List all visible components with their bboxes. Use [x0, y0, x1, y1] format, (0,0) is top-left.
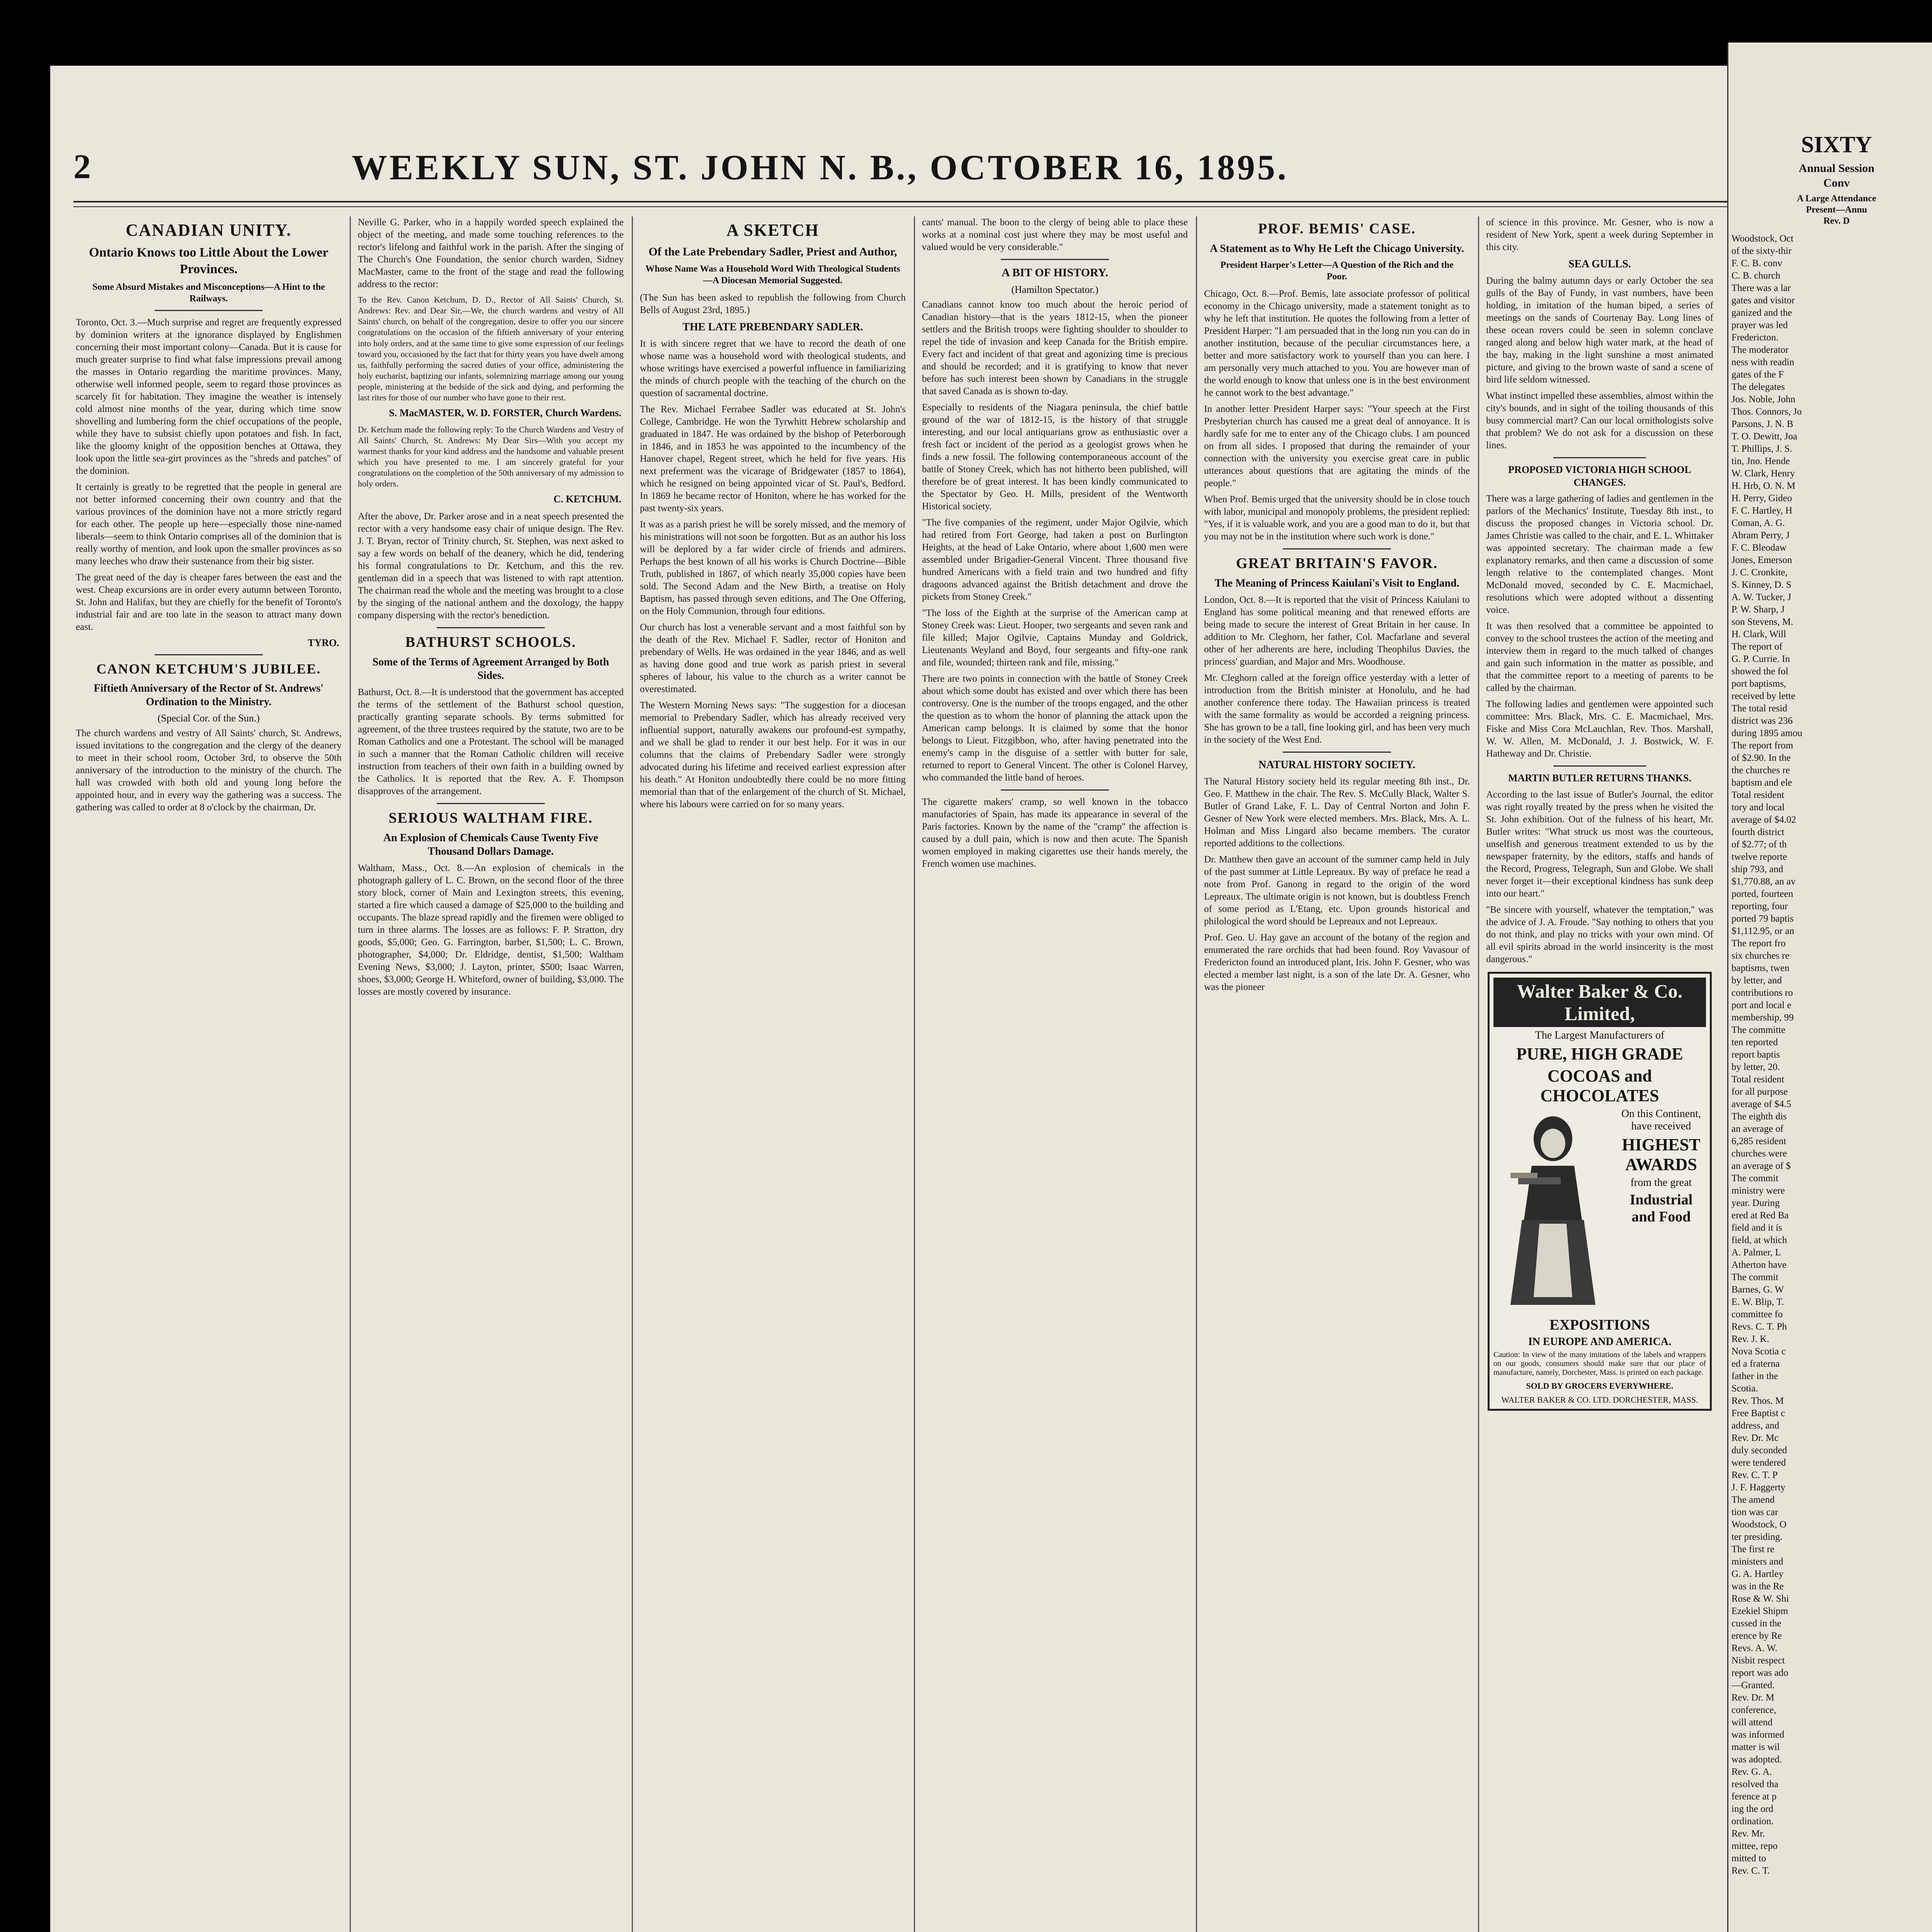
adjacent-text-line: The delegates [1731, 382, 1785, 392]
adjacent-text-line: tory and local [1731, 802, 1785, 813]
adjacent-text-line: report baptis [1731, 1049, 1780, 1060]
adjacent-text-line: The report of [1731, 641, 1782, 652]
adjacent-text-line: Coman, A. G. [1731, 518, 1785, 528]
divider [437, 627, 545, 628]
ad-footer: WALTER BAKER & CO. LTD. DORCHESTER, MASS. [1501, 1395, 1698, 1405]
adjacent-text-line: 6,285 resident [1731, 1136, 1786, 1146]
adjacent-text-line: tin, Jno. Hende [1731, 456, 1790, 466]
deck-a-sketch: Whose Name Was a Household Word With Theological Students—A Diocesan Memorial Suggested. [645, 264, 900, 286]
article-paragraph: Prof. Geo. U. Hay gave an account of the botany of the region and enumerated the rare orchids that had been found. Roy Vavasour of Fredericton found an introduced plant, Iris. John F. Gesner, who was elected a member last night, is a son of the late Dr. A. Gesner, who was the pioneer [1204, 932, 1470, 992]
adjacent-text-line: gates of the F [1731, 369, 1784, 380]
reply-text: Dr. Ketchum made the following reply: To the Church Wardens and Vestry of All Saints' Church, St. Andrews: My Dear Sirs—With you accept my warmest thanks for your kind address and the handsome and valuable present which you have presented to me. I am sincerely grateful for your congratulations on the completion of the 50th anniversary of my admission to holy orders. [358, 424, 624, 489]
adjacent-text-line: The report from [1731, 740, 1793, 751]
adjacent-text-line: H. Perry, Gideo [1731, 493, 1792, 503]
dateline: (Special Cor. of the Sun.) [157, 713, 260, 724]
subhead-waltham-fire: An Explosion of Chemicals Cause Twenty Five Thousand Dollars Damage. [383, 832, 598, 857]
article-paragraph: During the balmy autumn days or early October the sea gulls of the Bay of Fundy, in vast numbers, have been holding, in imitation of the human biped, a series of meetings on the sands of Courtenay Bay. Long lines of these ocean rovers could be seen in solemn conclave ranged along and below high water mark, at the head of the bay, making in the light sunshine a most animated picture, and giving to the brown waste of sand a scene of bird life seldom witnessed. [1486, 276, 1713, 385]
column-4 [920, 216, 1190, 1932]
article-paragraph: There was a large gathering of ladies and gentlemen in the parlors of the Mechanics' Institute, Tuesday 8th inst., to discuss the proposed changes in Victoria school. Dr. James Christie was called to the chair, and E. L. Whittaker was appointed secretary. The chairman made a few explanatory remarks, and then came a discussion of some length relative to the contemplated changes. Mont McDonald moved, seconded by C. E. Macmichael, resolutions which were adopted without a dissenting voice. [1486, 493, 1713, 615]
adjacent-text-line: of $2.77; of th [1731, 839, 1787, 850]
adjacent-text-line: of the sixty-thir [1731, 246, 1792, 256]
adjacent-text-line: was informed [1731, 1730, 1784, 1740]
column-6 [1484, 216, 1716, 1932]
adjacent-text-line: Revs. C. T. Ph [1731, 1321, 1787, 1332]
adjacent-text-line: T. Phillips, J. S. [1731, 444, 1793, 454]
adjacent-text-line: There was a lar [1731, 283, 1791, 293]
headline-natural-history: NATURAL HISTORY SOCIETY. [1259, 759, 1415, 771]
headline-bit-of-history: A BIT OF HISTORY. [1002, 266, 1108, 279]
adjacent-text-line: son Stevens, M. [1731, 617, 1793, 627]
article-paragraph: Our church has lost a venerable servant and a most faithful son by the death of the Rev. Michael F. Sadler, rector of Honiton and prebendary of Wells. He was ordained in the year 1846, and as well as having done good and true work as parish priest in several spheres of labour, his value to the church as a writer cannot be overestimated. [640, 622, 906, 694]
article-paragraph: It certainly is greatly to be regretted that the people in general are not better informed concerning their own country and that the various provinces of the dominion have not a more strictly regard for each other. The people up here—especially those nine-named liberals—seem to think Ontario comprises all of the dominion that is really worthy of mention, and look upon the smaller provinces as so many leeches who draw their sustenance from their big sister. [76, 482, 342, 566]
ad-company-name: Walter Baker & Co. Limited, [1493, 978, 1706, 1027]
address-text: To the Rev. Canon Ketchum, D. D., Rector of All Saints' Church, St. Andrews: Rev. and Dear Sir,—We, the church wardens and vestry of All Saints' church, on behalf of the congregation, desire to offer you our sincere congratulations on the occasion of the fiftieth anniversary of your entering into holy orders, and at the same time to give some expression of our feelings toward you, occasioned by the fact that for thirty years you have dwelt among us, faithfully performing the sacred duties of your office, administering the holy eucharist, baptizing our infants, solemnizing marriage among our young people, ministering at the bedside of the sick and dying, and performing the last rites for those of our number who have gone to their rest. [358, 295, 624, 403]
adjacent-text-line: ministry were [1731, 1185, 1785, 1196]
divider [1001, 789, 1109, 791]
adjacent-text-line: Scotia. [1731, 1383, 1758, 1394]
adjacent-subhead: Annual Session [1799, 162, 1874, 175]
subhead-great-britain: The Meaning of Princess Kaiulani's Visit to England. [1214, 577, 1459, 589]
ad-caution: Caution: In view of the many imitations of the labels and wrappers on our goods, consumers should make sure that our place of manufacture, namely, Dorchester, Mass. is printed on each package. [1493, 1350, 1706, 1377]
walter-baker-advertisement [1488, 972, 1712, 1411]
article-paragraph: What instinct impelled these assemblies, almost within the city's bounds, and in sight of the toiling thousands of this busy commercial mart? Can our local ornithologists solve that problem? We do not ask for a discussion on these lines. [1486, 391, 1713, 451]
adjacent-text-line: mittee, repo [1731, 1841, 1778, 1851]
adjacent-text-line: duly seconded [1731, 1445, 1787, 1456]
article-paragraph: Toronto, Oct. 3.—Much surprise and regret are frequently expressed by dominion writers at the ignorance displayed by Englishmen concerning their most important colony—Canada. But it is cause for much greater surprise to find what false impressions prevail among the masses in Ontario regarding the maritime provinces. Many, otherwise well informed people, seem to regard those provinces as scarcely fit for habitation. They imagine the weather is intensely cold almost nine months of the year, during which time snow shovelling and lumbering form the chief occupations of the people, while they have to subsist chiefly upon potatoes and fish. In fact, like the gloomy knight of the opposition benches at Ottawa, they look upon the little sea-girt provinces as the "shreds and patches" of the dominion. [76, 317, 342, 476]
adjacent-text-line: during 1895 amou [1731, 728, 1803, 738]
column-rule [1478, 216, 1479, 1932]
adjacent-text-line: Total resident [1731, 1074, 1784, 1085]
article-paragraph: of science in this province. Mr. Gesner, who is now a resident of New York, spent a week during September in this city. [1486, 217, 1713, 252]
article-paragraph: Canadians cannot know too much about the heroic period of Canadian history—that is the years 1812-15, when the pioneer settlers and the British troops were fighting shoulder to shoulder to repel the tide of invasion and keep Canada for the British empire. Every fact and incident of that great and agonizing time is precious and should be recorded; and it is gratifying to know that never before has such interest been shown by Canadians in the struggle that saved Canada as is shown to-day. [922, 299, 1188, 396]
adjacent-text-line: ten reported [1731, 1037, 1778, 1048]
article-paragraph: There are two points in connection with the battle of Stoney Creek about which some doubt has existed and over which there has been controversy. One is the number of the troops engaged, and the other the question as to whom the honor of planning the attack upon the American camp belongs. It is claimed by some that the honor belongs to Lieut. Fitzgibbon, who, after having penetrated into the enemy's camp in the disguise of a settler with butter for sale, returned to report to General Vincent. The other is Colonel Harvey, who commanded the little band of heroes. [922, 673, 1188, 783]
article-paragraph: It is with sincere regret that we have to record the death of one whose name was a household word with theological students, and whose writings have exercised a powerful influence in familiarizing the minds of church people with the teaching of the church on the question of sacramental doctrine. [640, 338, 906, 398]
adjacent-text-line: ter presiding. [1731, 1532, 1782, 1542]
adjacent-text-line: A. W. Tucker, J [1731, 592, 1791, 602]
column-rule [632, 216, 633, 1932]
adjacent-text-line: S. Kinney, D. S [1731, 580, 1792, 590]
adjacent-text-line: The report fro [1731, 938, 1786, 949]
adjacent-text-line: Rev. Thos. M [1731, 1396, 1784, 1406]
adjacent-deck: A Large Attendance [1797, 194, 1876, 204]
article-paragraph: "The five companies of the regiment, under Major Ogilvie, which had retired from Fort George, had taken a post on Burlington Heights, at the head of Lake Ontario, where about 1,600 men were assembled under Brigadier-General Vincent. Three thousand five hundred Americans with a field train and two hundred and fifty dragoons advanced against the British detachment and drove the pickets from Stoney Creek." [922, 517, 1188, 602]
divider [1001, 259, 1109, 260]
article-paragraph: The following ladies and gentlemen were appointed such committee: Mrs. Black, Mrs. C. E. Macmichael, Mrs. Fiske and Miss Cora McLauchlan, Rev. Thos. Marshall, W. W. Allen, M. McDonald, J. J. Bostwick, W. F. Hatheway and Dr. Christie. [1486, 699, 1713, 759]
adjacent-text-line: Jones, Emerson [1731, 555, 1792, 565]
adjacent-text-line: membership, 99 [1731, 1012, 1794, 1023]
article-paragraph: It was then resolved that a committee be appointed to convey to the school trustees the action of the meeting and interview them in regard to the much talked of changes and gain such information in the matter as possible, and that the committee report to a meeting of parents to be called by the chairman. [1486, 621, 1713, 693]
signature: TYRO. [308, 637, 339, 648]
adjacent-text-line: average of $4.02 [1731, 815, 1796, 825]
adjacent-text-line: of $2.90. In the [1731, 753, 1791, 763]
deck-prof-bemis: President Harper's Letter—A Question of the Rich and the Poor. [1220, 260, 1454, 282]
divider [155, 310, 263, 311]
headline-canon-ketchum: CANON KETCHUM'S JUBILEE. [96, 661, 321, 677]
adjacent-text-line: was in the Re [1731, 1581, 1784, 1592]
article-paragraph: The church wardens and vestry of All Saints' church, St. Andrews, issued invitations to the congregation and the clergy of the deanery to meet in their school room, October 3rd, to observe the 50th anniversary of the introduction to the ministry of the church. The hall was crowded with both old and young long before the appointed hour, and in every way the gathering was a success. The gathering was called to order at 8 o'clock by the chairman, Dr. [76, 728, 342, 813]
column-2 [355, 216, 626, 1932]
adjacent-text-line: fourth district [1731, 827, 1784, 837]
adjacent-text-line: Jos. Noble, John [1731, 394, 1796, 405]
adjacent-subhead: Conv [1823, 177, 1850, 189]
adjacent-text-line: The eighth dis [1731, 1111, 1787, 1122]
adjacent-text-line: W. Clark, Henry [1731, 468, 1795, 479]
subhead-canon-ketchum: Fiftieth Anniversary of the Rector of St. Andrews' Ordination to the Ministry. [94, 682, 324, 708]
ad-line: from the great [1630, 1176, 1692, 1189]
article-paragraph: Dr. Matthew then gave an account of the summer camp held in July of the past summer at Little Lepreaux. By way of preface he read a note from Prof. Ganong in regard to the origin of the word Lepreaux. The ultimate origin is not known, but is doubtless French of some period as L'Etang, etc. Upon grounds historical and philological the word should be Lepreaux and not Lepreaux. [1204, 854, 1470, 927]
masthead-title: WEEKLY SUN, ST. JOHN N. B., OCTOBER 16, 1895. [352, 148, 1289, 187]
subhead-prebendary-sadler: THE LATE PREBENDARY SADLER. [682, 321, 863, 333]
subhead-a-sketch: Of the Late Prebendary Sadler, Priest and Author, [648, 245, 897, 258]
divider [155, 654, 263, 655]
adjacent-text-line: ference at p [1731, 1791, 1777, 1802]
adjacent-text-line: ing the ord [1731, 1804, 1774, 1814]
adjacent-page [1727, 43, 1932, 1932]
column-1 [73, 216, 344, 1932]
column-5 [1202, 216, 1472, 1932]
adjacent-text-line: contributions ro [1731, 988, 1793, 998]
adjacent-text-line: The commit [1731, 1272, 1779, 1282]
ad-line: COCOAS and CHOCOLATES [1540, 1066, 1659, 1105]
ad-line: HIGHEST AWARDS [1622, 1135, 1701, 1174]
adjacent-text-line: ship 793, and [1731, 864, 1784, 874]
adjacent-text-line: Free Baptist c [1731, 1408, 1785, 1418]
adjacent-text-line: baptism and ele [1731, 777, 1792, 788]
adjacent-text-line: Rev. Dr. Mc [1731, 1433, 1779, 1443]
adjacent-text-line: Abram Perry, J [1731, 530, 1790, 541]
masthead-rule [73, 201, 1727, 207]
adjacent-text-line: $1,770.88, an av [1731, 876, 1796, 887]
adjacent-text-line: by letter, 20. [1731, 1062, 1780, 1072]
newspaper-page [50, 66, 1917, 1932]
subhead-canadian-unity: Ontario Knows too Little About the Lower Provinces. [89, 245, 328, 276]
dateline: (Hamilton Spectator.) [1011, 284, 1099, 295]
article-paragraph: It was as a parish priest he will be sorely missed, and the memory of his ministrations will not soon be forgotten. But as an author his loss will be deplored by a far wider circle of friends and admirers. Perhaps the best known of all his works is Church Doctrine—Bible Truth, published in 1867, of which nearly 35,000 copies have been sold. The Second Adam and the New Birth, a treatise on Holy Baptism, has passed through seven editions, and The One Offering, on the Holy Communion, through four editions. [640, 519, 906, 616]
adjacent-text-line: H. Clark, Will [1731, 629, 1786, 639]
adjacent-text-line: Nova Scotia c [1731, 1346, 1786, 1357]
adjacent-text-line: conference, [1731, 1705, 1776, 1715]
adjacent-deck: Rev. D [1823, 216, 1850, 226]
adjacent-text-line: Fredericton. [1731, 332, 1779, 343]
headline-a-sketch: A SKETCH [726, 221, 819, 240]
article-paragraph: The great need of the day is cheaper fares between the east and the west. Cheap excursions are in order every autumn between Toronto, St. John and Halifax, but they are chiefly for the benefit of Toronto's industrial fair and are too late in the season to attract many down east. [76, 572, 342, 632]
adjacent-text-line: The first re [1731, 1544, 1775, 1554]
column-rule [914, 216, 915, 1932]
adjacent-text-line: ness with readin [1731, 357, 1794, 367]
article-paragraph: The Natural History society held its regular meeting 8th inst., Dr. Geo. F. Matthew in the chair. The Rev. S. McCully Black, Walter S. Butler of Grand Lake, F. L. Day of Central Norton and John F. Gesner of New York were elected members. Mrs. Black, Mrs. A. L. Holman and Miss Lingard also became members. The curator reported additions to the collections. [1204, 776, 1470, 849]
adjacent-text-line: tion was car [1731, 1507, 1778, 1517]
adjacent-text-line: Woodstock, O [1731, 1519, 1787, 1530]
adjacent-text-line: committee fo [1731, 1309, 1783, 1320]
adjacent-headline: SIXTY [1801, 132, 1872, 157]
adjacent-text-line: The moderator [1731, 345, 1789, 355]
adjacent-text-line: by letter, and [1731, 975, 1782, 986]
adjacent-text-line: cussed in the [1731, 1618, 1782, 1629]
adjacent-text-line: Rev. J. K. [1731, 1334, 1769, 1344]
article-intro: (The Sun has been asked to republish the following from Church Bells of August 23rd, 1895.) [640, 292, 906, 315]
adjacent-text-line: reporting, four [1731, 901, 1788, 912]
adjacent-text-line: resolved tha [1731, 1779, 1779, 1789]
adjacent-text-line: Rev. Mr. [1731, 1828, 1765, 1839]
divider [437, 803, 545, 804]
divider [1553, 765, 1646, 767]
adjacent-text-line: report was ado [1731, 1668, 1789, 1678]
column-3 [638, 216, 908, 1932]
adjacent-text-line: The commit [1731, 1173, 1779, 1184]
adjacent-text-line: Atherton have [1731, 1260, 1787, 1270]
adjacent-text-line: port baptisms, [1731, 679, 1786, 689]
adjacent-text-line: erence by Re [1731, 1631, 1782, 1641]
adjacent-text-line: Nisbit respect [1731, 1655, 1785, 1666]
adjacent-text-line: $1,112.95, or an [1731, 926, 1794, 936]
adjacent-text-line: matter is wil [1731, 1742, 1780, 1752]
adjacent-text-line: J. F. Haggerty [1731, 1482, 1786, 1493]
adjacent-text-line: F. C. B. conv [1731, 258, 1782, 269]
adjacent-text-line: H. Hrb, O. N. M [1731, 481, 1796, 491]
adjacent-text-line: ordination. [1731, 1816, 1774, 1827]
ad-line: IN EUROPE AND AMERICA. [1528, 1335, 1672, 1348]
adjacent-text-line: J. C. Cronkite, [1731, 567, 1788, 578]
article-paragraph: "The loss of the Eighth at the surprise of the American camp at Stoney Creek was: Lieut. Hooper, two sergeants and seven rank and file killed; Major Ogilvie, Captains Munday and Goldrick, Lieutenants Weyland and Boyd, four sergeants and fifty-one rank and file, wounded; thirteen rank and file, missing." [922, 607, 1188, 668]
article-paragraph: In another letter President Harper says: "Your speech at the First Presbyterian church has caused me a great deal of annoyance. It is hardly safe for me to enter any of the Chicago clubs. I am pounced on from all sides. I proposed that during the remainder of your connection with the university you exercise great care in public utterances about questions that are agitating the minds of the people." [1204, 404, 1470, 488]
adjacent-text-line: Parsons, J. N. B [1731, 419, 1793, 429]
signature: C. KETCHUM. [553, 493, 621, 505]
divider [1553, 457, 1646, 458]
adjacent-text-line: Rev. C. T. [1731, 1866, 1770, 1876]
adjacent-text-line: field, at which [1731, 1235, 1787, 1245]
article-paragraph: After the above, Dr. Parker arose and in a neat speech presented the rector with a very handsome easy chair of unique design. The Rev. J. T. Bryan, rector of Trinity church, St. Stephen, was next asked to say a few words on behalf of the deanery, which he did, tendering his formal congratulations to Dr. Ketchum, and this the rev. gentleman did in a speech that was listened to with rapt attention. The chairman read the whole and the meeting was brought to a close by the singing of the national anthem and the doxology, the happy company dispersing with the rector's benediction. [358, 511, 624, 621]
adjacent-text-line: Rose & W. Shi [1731, 1594, 1789, 1604]
headline-prof-bemis: PROF. BEMIS' CASE. [1258, 221, 1416, 237]
article-paragraph: Neville G. Parker, who in a happily worded speech explained the object of the meeting, and made some touching references to the rector's lifelong and faithful work in the parish. After the singing of The Church's One Foundation, the senior church warden, Sidney MacMaster, came to the front of the stage and read the following address to the rector: [358, 217, 624, 289]
adjacent-text-line: The total resid [1731, 703, 1787, 714]
adjacent-text-line: The committe [1731, 1025, 1786, 1035]
deck-canadian-unity: Some Absurd Mistakes and Misconceptions—A Hint to the Railways. [92, 282, 325, 304]
article-paragraph: The Western Morning News says: "The suggestion for a diocesan memorial to Prebendary Sadler, which has already received very influential support, naturally awakens our profound-est sympathy, and we shall be glad to render it our best help. For it was in our columns that the claims of Prebendary Sadler were strongly advocated during his lifetime and received earliest expression after his death." At Honiton undoubtedly there could be no more fitting memorial than that of the enlargement of the church of St. Michael, where his labours were carried on for so many years. [640, 700, 906, 810]
ad-line: PURE, HIGH GRADE [1516, 1044, 1683, 1063]
adjacent-text-line: Woodstock, Oct [1731, 233, 1794, 244]
adjacent-text-line: for all purpose [1731, 1087, 1788, 1097]
adjacent-text-line: T. O. Dewitt, Joa [1731, 431, 1798, 442]
adjacent-text-line: were tendered [1731, 1458, 1786, 1468]
adjacent-article-lines [1728, 233, 1932, 1877]
adjacent-text-line: churches were [1731, 1148, 1787, 1159]
adjacent-text-line: ported, fourteen [1731, 889, 1793, 899]
adjacent-text-line: Total resident [1731, 790, 1784, 800]
adjacent-text-line: Rev. C. T. P [1731, 1470, 1778, 1480]
article-paragraph: London, Oct. 8.—It is reported that the visit of Princess Kaiulani to England has some political meaning and that renewed efforts are being made to secure the interest of Great Britain in her cause. In addition to Mr. Cleghorn, her father, Col. Macfarlane and several other of her adherents are here, including Theophilus Davies, the princess' guardian, and Major and Mrs. Woodhouse. [1204, 595, 1470, 667]
divider [1283, 548, 1391, 549]
adjacent-text-line: Barnes, G. W [1731, 1284, 1784, 1295]
adjacent-text-line: ganized and the [1731, 308, 1792, 318]
adjacent-text-line: ed a fraterna [1731, 1359, 1780, 1369]
adjacent-text-line: ered at Red Ba [1731, 1210, 1789, 1221]
adjacent-text-line: C. B. church [1731, 270, 1781, 281]
adjacent-text-line: F. C. Bleodaw [1731, 543, 1787, 553]
adjacent-text-line: Ezekiel Shipm [1731, 1606, 1788, 1616]
adjacent-text-line: P. W. Sharp, J [1731, 604, 1785, 615]
adjacent-text-line: father in the [1731, 1371, 1778, 1381]
divider [1283, 752, 1391, 753]
ad-line: The Largest Manufacturers of [1535, 1029, 1665, 1041]
headline-waltham-fire: SERIOUS WALTHAM FIRE. [388, 810, 593, 826]
article-paragraph: Waltham, Mass., Oct. 8.—An explosion of chemicals in the photograph gallery of L. C. Brown, on the second floor of the three story block, corner of Main and Lexington streets, this evening, started a fire which caused a damage of $25,000 to the building and occupants. The blaze spread rapidly and the firemen were obliged to turn in three alarms. The losses are as follows: F. P. Stratton, dry goods, $5,000; Geo. G. Farrington, barber, $1,500; L. C. Brown, photographer, $4,000; Dr. Eldridge, dentist, $1,500; Waltham Evening News, $3,000; J. Layton, printer, $500; Isaac Warren, shoes, $3,000; George H. Whiteford, owner of building, $3,000. The losses are mostly covered by insurance. [358, 862, 624, 997]
adjacent-text-line: field and it is [1731, 1223, 1782, 1233]
adjacent-text-line: G. P. Currie. In [1731, 654, 1790, 664]
article-paragraph: Chicago, Oct. 8.—Prof. Bemis, late associate professor of political economy in the Chicago university, made a statement tonight as to why he left that institution. He quotes the following from a letter of President Harper: "I am persuaded that in the long run you can do in another institution, because of the peculiar circumstances here, a better and more satisfactory work to yourself than you can here. I am personally very much attached to you. You are however man of the world enough to know that unless one is in the best environment he cannot work to the best advantage." [1204, 289, 1470, 398]
adjacent-text-line: E. W. Blip, T. [1731, 1297, 1784, 1307]
adjacent-text-line: —Granted. [1731, 1680, 1775, 1690]
adjacent-text-line: baptisms, twen [1731, 963, 1789, 973]
adjacent-text-line: an average of [1731, 1124, 1784, 1134]
adjacent-text-line: prayer was led [1731, 320, 1788, 330]
adjacent-text-line: F. C. Hartley, H [1731, 505, 1793, 516]
adjacent-text-line: twelve reporte [1731, 852, 1787, 862]
page-number: 2 [73, 148, 91, 186]
subhead-prof-bemis: A Statement as to Why He Left the Chicago University. [1210, 243, 1464, 255]
headline-bathurst-schools: BATHURST SCHOOLS. [405, 634, 577, 650]
adjacent-text-line: ported 79 baptis [1731, 913, 1794, 924]
headline-canadian-unity: CANADIAN UNITY. [126, 221, 292, 240]
adjacent-text-line: port and local e [1731, 1000, 1791, 1010]
adjacent-text-line: was adopted. [1731, 1754, 1782, 1765]
ad-sold-by: SOLD BY GROCERS EVERYWHERE. [1526, 1381, 1673, 1391]
masthead [73, 143, 1719, 197]
headline-great-britain: GREAT BRITAIN'S FAVOR. [1236, 555, 1438, 571]
adjacent-text-line: will attend [1731, 1717, 1773, 1728]
adjacent-text-line: year. During [1731, 1198, 1780, 1208]
adjacent-text-line: A. Palmer, L [1731, 1247, 1781, 1258]
headline-martin-butler: MARTIN BUTLER RETURNS THANKS. [1508, 772, 1691, 784]
adjacent-text-line: district was 236 [1731, 716, 1793, 726]
adjacent-text-line: an average of $ [1731, 1161, 1791, 1171]
headline-sea-gulls: SEA GULLS. [1568, 258, 1631, 270]
adjacent-text-line: mitted to [1731, 1853, 1766, 1864]
adjacent-text-line: G. A. Hartley [1731, 1569, 1784, 1579]
article-paragraph: The cigarette makers' cramp, so well known in the tobacco manufactories of Spain, has made its appearance in several of the Paris factories. Known by the name of the "cramp" the affection is caused by a dull pain, which is now and then acute. The Spanish women employed in making cigarettes use their hands merely, the French women use machines. [922, 796, 1188, 869]
adjacent-text-line: the churches re [1731, 765, 1790, 776]
ad-line: On this Continent, have received [1621, 1107, 1701, 1132]
adjacent-text-line: address, and [1731, 1420, 1779, 1431]
column-rule [350, 216, 351, 1932]
adjacent-text-line: Revs. A. W. [1731, 1643, 1777, 1653]
adjacent-text-line: Rev. G. A. [1731, 1767, 1772, 1777]
adjacent-text-line: six churches re [1731, 951, 1789, 961]
la-belle-chocolatiere-illustration [1495, 1112, 1611, 1313]
adjacent-text-line: gates and visitor [1731, 295, 1795, 306]
article-paragraph: According to the last issue of Butler's Journal, the editor was right royally treated by the press when he visited the St. John exhibition. Out of the fulness of his heart, Mr. Butler writes: "What struck us most was the courteous, unselfish and generous treatment extended to us by the newspaper fraternity, by the editors, staffs and hands of the Record, Progress, Telegraph, Sun and Globe. We shall never forget it—their exceptional kindness has sunk deep into our heart." [1486, 789, 1713, 899]
subhead-bathurst-schools: Some of the Terms of Agreement Arranged by Both Sides. [372, 656, 609, 682]
ad-line: Industrial and Food [1629, 1191, 1693, 1225]
adjacent-text-line: The amend [1731, 1495, 1775, 1505]
signature: S. MacMASTER, W. D. FORSTER, Church Wardens. [389, 407, 621, 418]
adjacent-text-line: showed the fol [1731, 666, 1789, 677]
ad-line: EXPOSITIONS [1549, 1316, 1650, 1333]
adjacent-text-line: received by lette [1731, 691, 1796, 701]
adjacent-text-line: average of $4.5 [1731, 1099, 1791, 1109]
article-paragraph: Mr. Cleghorn called at the foreign office yesterday with a letter of introduction from the British minister at Honolulu, and he had another conference there today. The Hawaiian princess is treated with the same formality as would be accorded a reigning princess. She has grown to be a tall, fine looking girl, and has been very much in the society of the West End. [1204, 673, 1470, 745]
adjacent-deck: Present—Annu [1806, 205, 1867, 215]
adjacent-text-line: Thos. Connors, Jo [1731, 406, 1802, 417]
adjacent-text-line: ministers and [1731, 1556, 1784, 1567]
article-paragraph: Bathurst, Oct. 8.—It is understood that the government has accepted the terms of the settlement of the Bathurst school question, practically granting separate schools. By terms submitted for agreement, of the three trustees required by the statute, two are to be Roman Catholics and one a Protestant. The school will be managed in such a manner that the Roman Catholic children will receive instruction from teachers of their own faith in a building owned by the Catholics. It is reported that the Rev. A. F. Thompson disapproves of the arrangement. [358, 687, 624, 796]
article-paragraph: Especially to residents of the Niagara peninsula, the chief battle ground of the war of 1812-15, is the history of that struggle interesting, and our local antiquarians grow as enthusiastic over a fresh fact or incident of the period as a geologist grows when he finds a new fossil. The following contemporaneous account of the battle of Stoney Creek, which has not hitherto been published, will therefore be of great interest. It has been kindly communicated to the Spectator by Geo. H. Mills, president of the Wentworth Historical society. [922, 402, 1188, 512]
adjacent-text-line: Rev. Dr. M [1731, 1692, 1774, 1703]
headline-victoria-school: PROPOSED VICTORIA HIGH SCHOOL CHANGES. [1508, 464, 1691, 488]
article-paragraph: cants' manual. The boon to the clergy of being able to place these works at a nominal cost just where they may be most useful and valued would be very considerable." [922, 217, 1188, 252]
column-rule [1196, 216, 1197, 1932]
article-paragraph: When Prof. Bemis urged that the university should be in close touch with labor, municipal and monopoly problems, the president replied: "Yes, if it is valuable work, and you are a good man to do it, but that you may not be in the institution where such work is done." [1204, 494, 1470, 542]
article-paragraph: "Be sincere with yourself, whatever the temptation," was the advice of J. A. Froude. "Say nothing to others that you do not think, and play no tricks with your own mind. Of all evil spirits abroad in the world insincerity is the most dangerous." [1486, 904, 1713, 964]
article-paragraph: The Rev. Michael Ferrabee Sadler was educated at St. John's College, Cambridge. He won the Tyrwhitt Hebrew scholarship and graduated in 1847. He was ordained by the bishop of Peterborough in 1846, and in 1853 he was appointed to the incumbency of the Hanover chapel, Regent street, which he held for five years. His next preferment was the vicarage of Bridgewater (1857 to 1864), which he resigned on being appointed vicar of St. Paul's, Bedford. In 1869 he became rector of Honiton, where he has worked for the past twenty-six years. [640, 404, 906, 514]
